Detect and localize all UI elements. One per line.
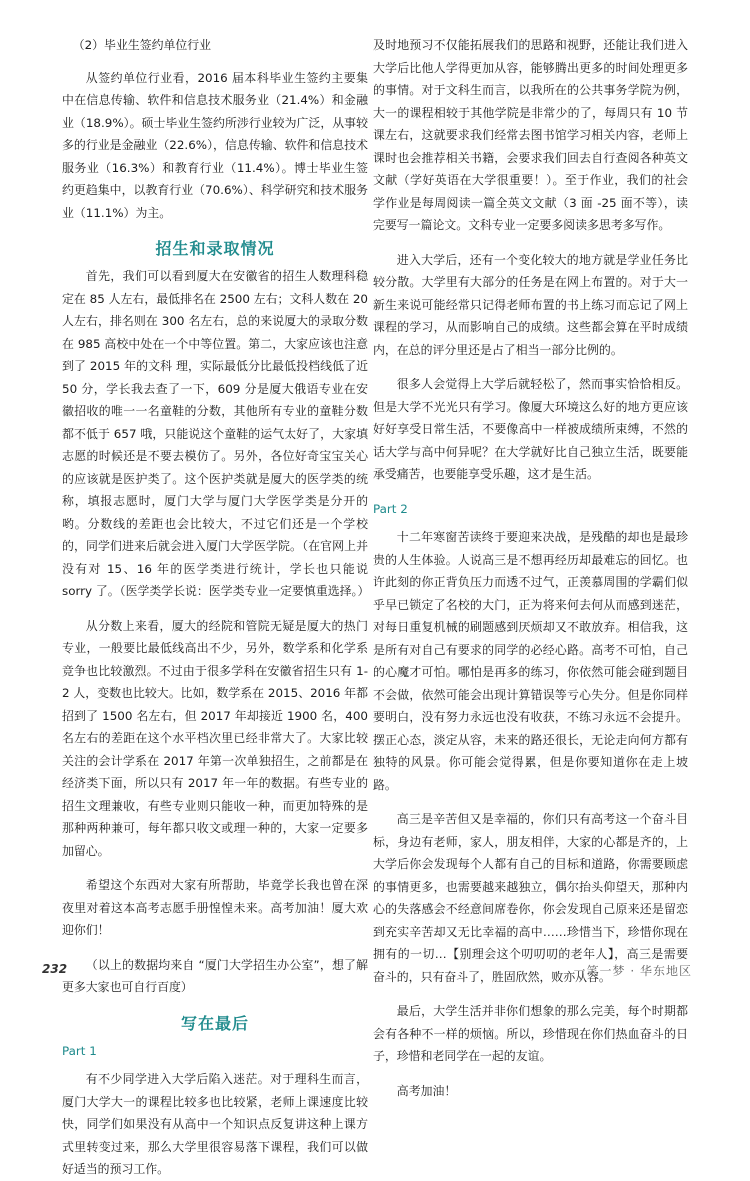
publication-name: 一笔一梦 · 华东地区 xyxy=(573,964,692,978)
paragraph: 及时地预习不仅能拓展我们的思路和视野，还能让我们进入大学后比他人学得更加从容，能够腾出更多的时间处理更多的事情。对于文科生而言，以我所在的公共事务学院为例，大一的课程相较于其他学院是非常少的了，每周只有 10 节课左右，这就要求我们经常去图书馆学习相关内容，老师上课时也会推荐相关书籍，会要求我们回去自行查阅各种英文文献（学好英语在大学很重要！）。至于作业，我们的社会学作业是每周阅读一篇全英文文献（3 面 -25 面不等），读完要写一篇论文。文科专业一定要多阅读多思考多写作。 xyxy=(373,38,688,232)
paragraph: 进入大学后，还有一个变化较大的地方就是学业任务比较分散。大学里有大部分的任务是在网上布置的。对于大一新生来说可能经常只记得老师布置的书上练习而忘记了网上课程的学习，从而影响自己的成绩。这些都会算在平时成绩内，在总的评分里还是占了相当一部分比例的。 xyxy=(373,252,688,357)
sub-heading-industry: （2）毕业生签约单位行业 xyxy=(72,38,212,52)
paragraph: 首先，我们可以看到厦大在安徽省的招生人数理科稳定在 85 人左右，最低排名在 2500 左右；文科人数在 20 人左右，排名则在 300 名左右，总的来说厦大的录取分数在 985 高校中处在一个中等位置。第二，大家应该也注意到了 2015 年的文科 理，实际最低分比最低投档线低了近 50 分，学长我去查了一下，609 分是厦大俄语专业在安徽招收的唯一一名童鞋的分数，其他所有专业的童鞋分数都不低于 657 哦，只能说这个童鞋的运气太好了，大家填志愿的时候还是不要去模仿了。另外，各位好奇宝宝关心的应该就是医护类了。这个医护类就是厦大的医学类的统称，填报志愿时，厦门大学与厦门大学医学类是分开的哟。分数线的差距也会比较大，不过它们还是一个学校的，同学们进来后就会进入厦门大学医学院。（在官网上并没有对 15、16 年的医学类进行统计，学长也只能说 sorry 了。（医学类学长说：医学类专业一定要慎重选择。） xyxy=(62,269,370,598)
paragraph: 从分数上来看，厦大的经院和管院无疑是厦大的热门专业，一般要比最低线高出不少，另外，数学系和化学系竞争也比较激烈。不过由于很多学科在安徽省招生只有 1-2 人，变数也比较大。比如，数学系在 2015、2016 年都招到了 1500 名左右，但 2017 年却接近 1900 名，400 名左右的差距在这个水平档次里已经非常大了。大家比较关注的会计学系在 2017 年第一次单独招生，之前都是在经济类下面，所以只有 2017 年一年的数据。有些专业的招生文理兼收，有些专业则只能收一种，而更加特殊的是那种两种兼可，每年都只收文或理一种的，大家一定要多加留心。 xyxy=(62,618,368,858)
paragraph: 有不少同学进入大学后陷入迷茫。对于理科生而言，厦门大学大一的课程比较多也比较紧，老师上课速度比较快，同学们如果没有从高中一个知识点反复讲这种上课方式里转变过来，那么大学里很容易落下课程，我们可以做好适当的预习工作。 xyxy=(62,1072,368,1176)
paragraph: 从签约单位行业看，2016 届本科毕业生签约主要集中在信息传输、软件和信息技术服务业（21.4%）和金融业（18.9%）。硕士毕业生签约所涉行业较为广泛，从事较多的行业是金融业（22.6%），信息传输、软件和信息技术服务业（16.3%）和教育行业（11.4%）。博士毕业生签约更趋集中，以教育行业（70.6%）、科学研究和技术服务业（11.1%）为主。 xyxy=(62,70,368,220)
section-title-admissions: 招生和录取情况 xyxy=(155,239,275,258)
section-title-closing: 写在最后 xyxy=(180,1013,249,1033)
right-column xyxy=(373,34,688,1102)
part-2-label: Part 2 xyxy=(373,501,408,516)
paragraph: 很多人会觉得上大学后就轻松了，然而事实恰恰相反。但是大学不光光只有学习。像厦大环境这么好的地方更应该好好享受日常生活，不要像高中一样被成绩所束缚，不然的话大学与高中何异呢？在大学就好比自己独立生活，既要能承受痛苦，也要能享受乐趣，这才是生活。 xyxy=(373,377,688,481)
paragraph: 高三是辛苦但又是幸福的，你们只有高考这一个奋斗目标，身边有老师，家人，朋友相伴，大家的心都是齐的，上大学后你会发现每个人都有自己的目标和道路，你需要顾虑的事情更多，也需要越来越独立，偶尔抬头仰望天，那种内心的失落感会不经意间席卷你，你会发现自己原来还是留恋到充实辛苦却又无比幸福的高中……珍惜当下，珍惜你现在拥有的一切…【别理会这个叨叨叨的老年人】，高三是需要奋斗的，只有奋斗了，胜固欣然，败亦从容。 xyxy=(373,812,688,984)
paragraph: 希望这个东西对大家有所帮助，毕竟学长我也曾在深夜里对着这本高考志愿手册惶惶未来。高考加油！厦大欢迎你们！ xyxy=(62,878,368,937)
paragraph-source-note: （以上的数据均来自 “厦门大学招生办公室”，想了解更多大家也可自行百度） xyxy=(62,957,368,994)
left-column xyxy=(62,34,368,1181)
paragraph: 十二年寒窗苦读终于要迎来决战，是残酷的却也是最珍贵的人生体验。人说高三是不想再经历却最难忘的回忆。也许此刻的你正背负压力而透不过气，正羡慕周围的学霸们似乎早已锁定了名校的大门，正为将来何去何从而感到迷茫，对每日重复机械的刷题感到厌烦却又不敢放弃。相信我，这是所有对自己有要求的同学的必经心路。高考不可怕，自己的心魔才可怕。哪怕是再多的练习，你依然可能会碰到题目不会做，依然可能会出现计算错误等亏心失分。但是你同样要明白，没有努力永远也没有收获，不练习永远不会提升。摆正心态，淡定从容，未来的路还很长，无论走向何方都有独特的风景。你可能会觉得累，但是你要知道你在走上坡路。 xyxy=(373,530,688,792)
paragraph-cheer: 高考加油！ xyxy=(396,1083,457,1098)
paragraph: 最后，大学生活并非你们想象的那么完美，每个时期都会有各种不一样的烦恼。所以，珍惜现在你们热血奋斗的日子，珍惜和老同学在一起的友谊。 xyxy=(373,1004,688,1063)
part-1-label: Part 1 xyxy=(62,1043,97,1058)
page-number: 232 xyxy=(42,962,68,976)
